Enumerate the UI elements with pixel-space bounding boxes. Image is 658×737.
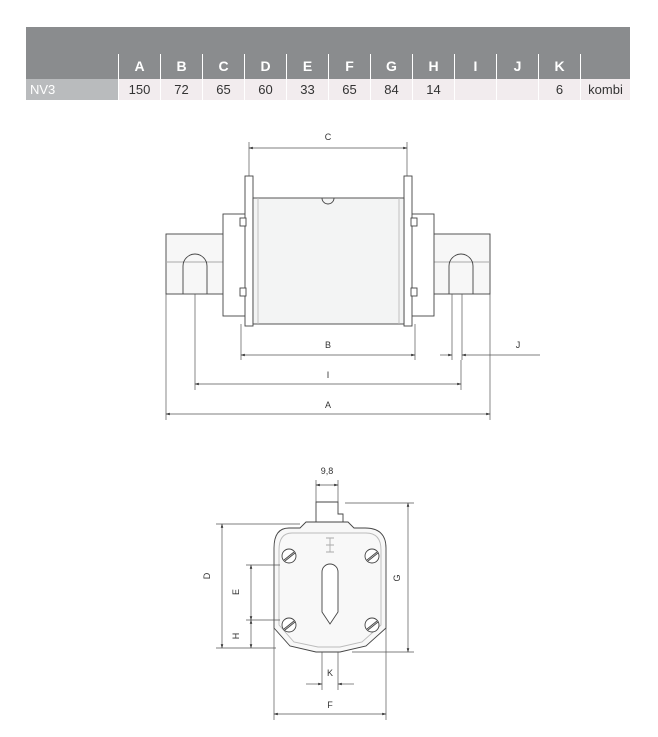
screw-bottom-right: [411, 288, 417, 296]
column-header-b: B: [160, 54, 202, 79]
cell-type: kombi: [580, 79, 630, 100]
row-label: NV3: [26, 79, 118, 100]
cell-f: 65: [328, 79, 370, 100]
label-d: D: [202, 572, 212, 580]
center-slot: [322, 564, 338, 624]
column-header-d: D: [244, 54, 286, 79]
label-k: K: [326, 668, 334, 678]
label-f: F: [327, 700, 333, 710]
label-b: B: [324, 340, 332, 350]
cell-h: 14: [412, 79, 454, 100]
column-header-j: J: [496, 54, 538, 79]
label-a: A: [324, 400, 332, 410]
screw-top-left: [240, 218, 246, 226]
cell-d: 60: [244, 79, 286, 100]
top-tab: [316, 502, 343, 522]
column-header-c: C: [202, 54, 244, 79]
fuse-body: [253, 198, 404, 324]
screw-icon: [282, 549, 296, 563]
column-header-a: A: [118, 54, 160, 79]
screw-bottom-left: [240, 288, 246, 296]
column-header-g: G: [370, 54, 412, 79]
label-i: I: [326, 370, 330, 380]
screw-top-right: [411, 218, 417, 226]
screw-icon: [365, 618, 379, 632]
cell-b: 72: [160, 79, 202, 100]
column-header-f: F: [328, 54, 370, 79]
left-end-plate: [245, 176, 253, 326]
screw-icon: [365, 549, 379, 563]
right-end-plate: [404, 176, 412, 326]
label-c: C: [324, 132, 332, 142]
column-header-h: H: [412, 54, 454, 79]
cell-g: 84: [370, 79, 412, 100]
column-header-k: K: [538, 54, 580, 79]
label-9-8: 9,8: [320, 466, 334, 476]
column-header-i: I: [454, 54, 496, 79]
screw-icon: [282, 618, 296, 632]
cell-c: 65: [202, 79, 244, 100]
cell-a: 150: [118, 79, 160, 100]
label-g: G: [392, 574, 402, 582]
side-view: [166, 176, 490, 326]
column-header-e: E: [286, 54, 328, 79]
label-e: E: [231, 588, 241, 596]
label-j: J: [515, 340, 521, 350]
cell-e: 33: [286, 79, 328, 100]
cell-k: 6: [538, 79, 580, 100]
label-h: H: [231, 632, 241, 640]
